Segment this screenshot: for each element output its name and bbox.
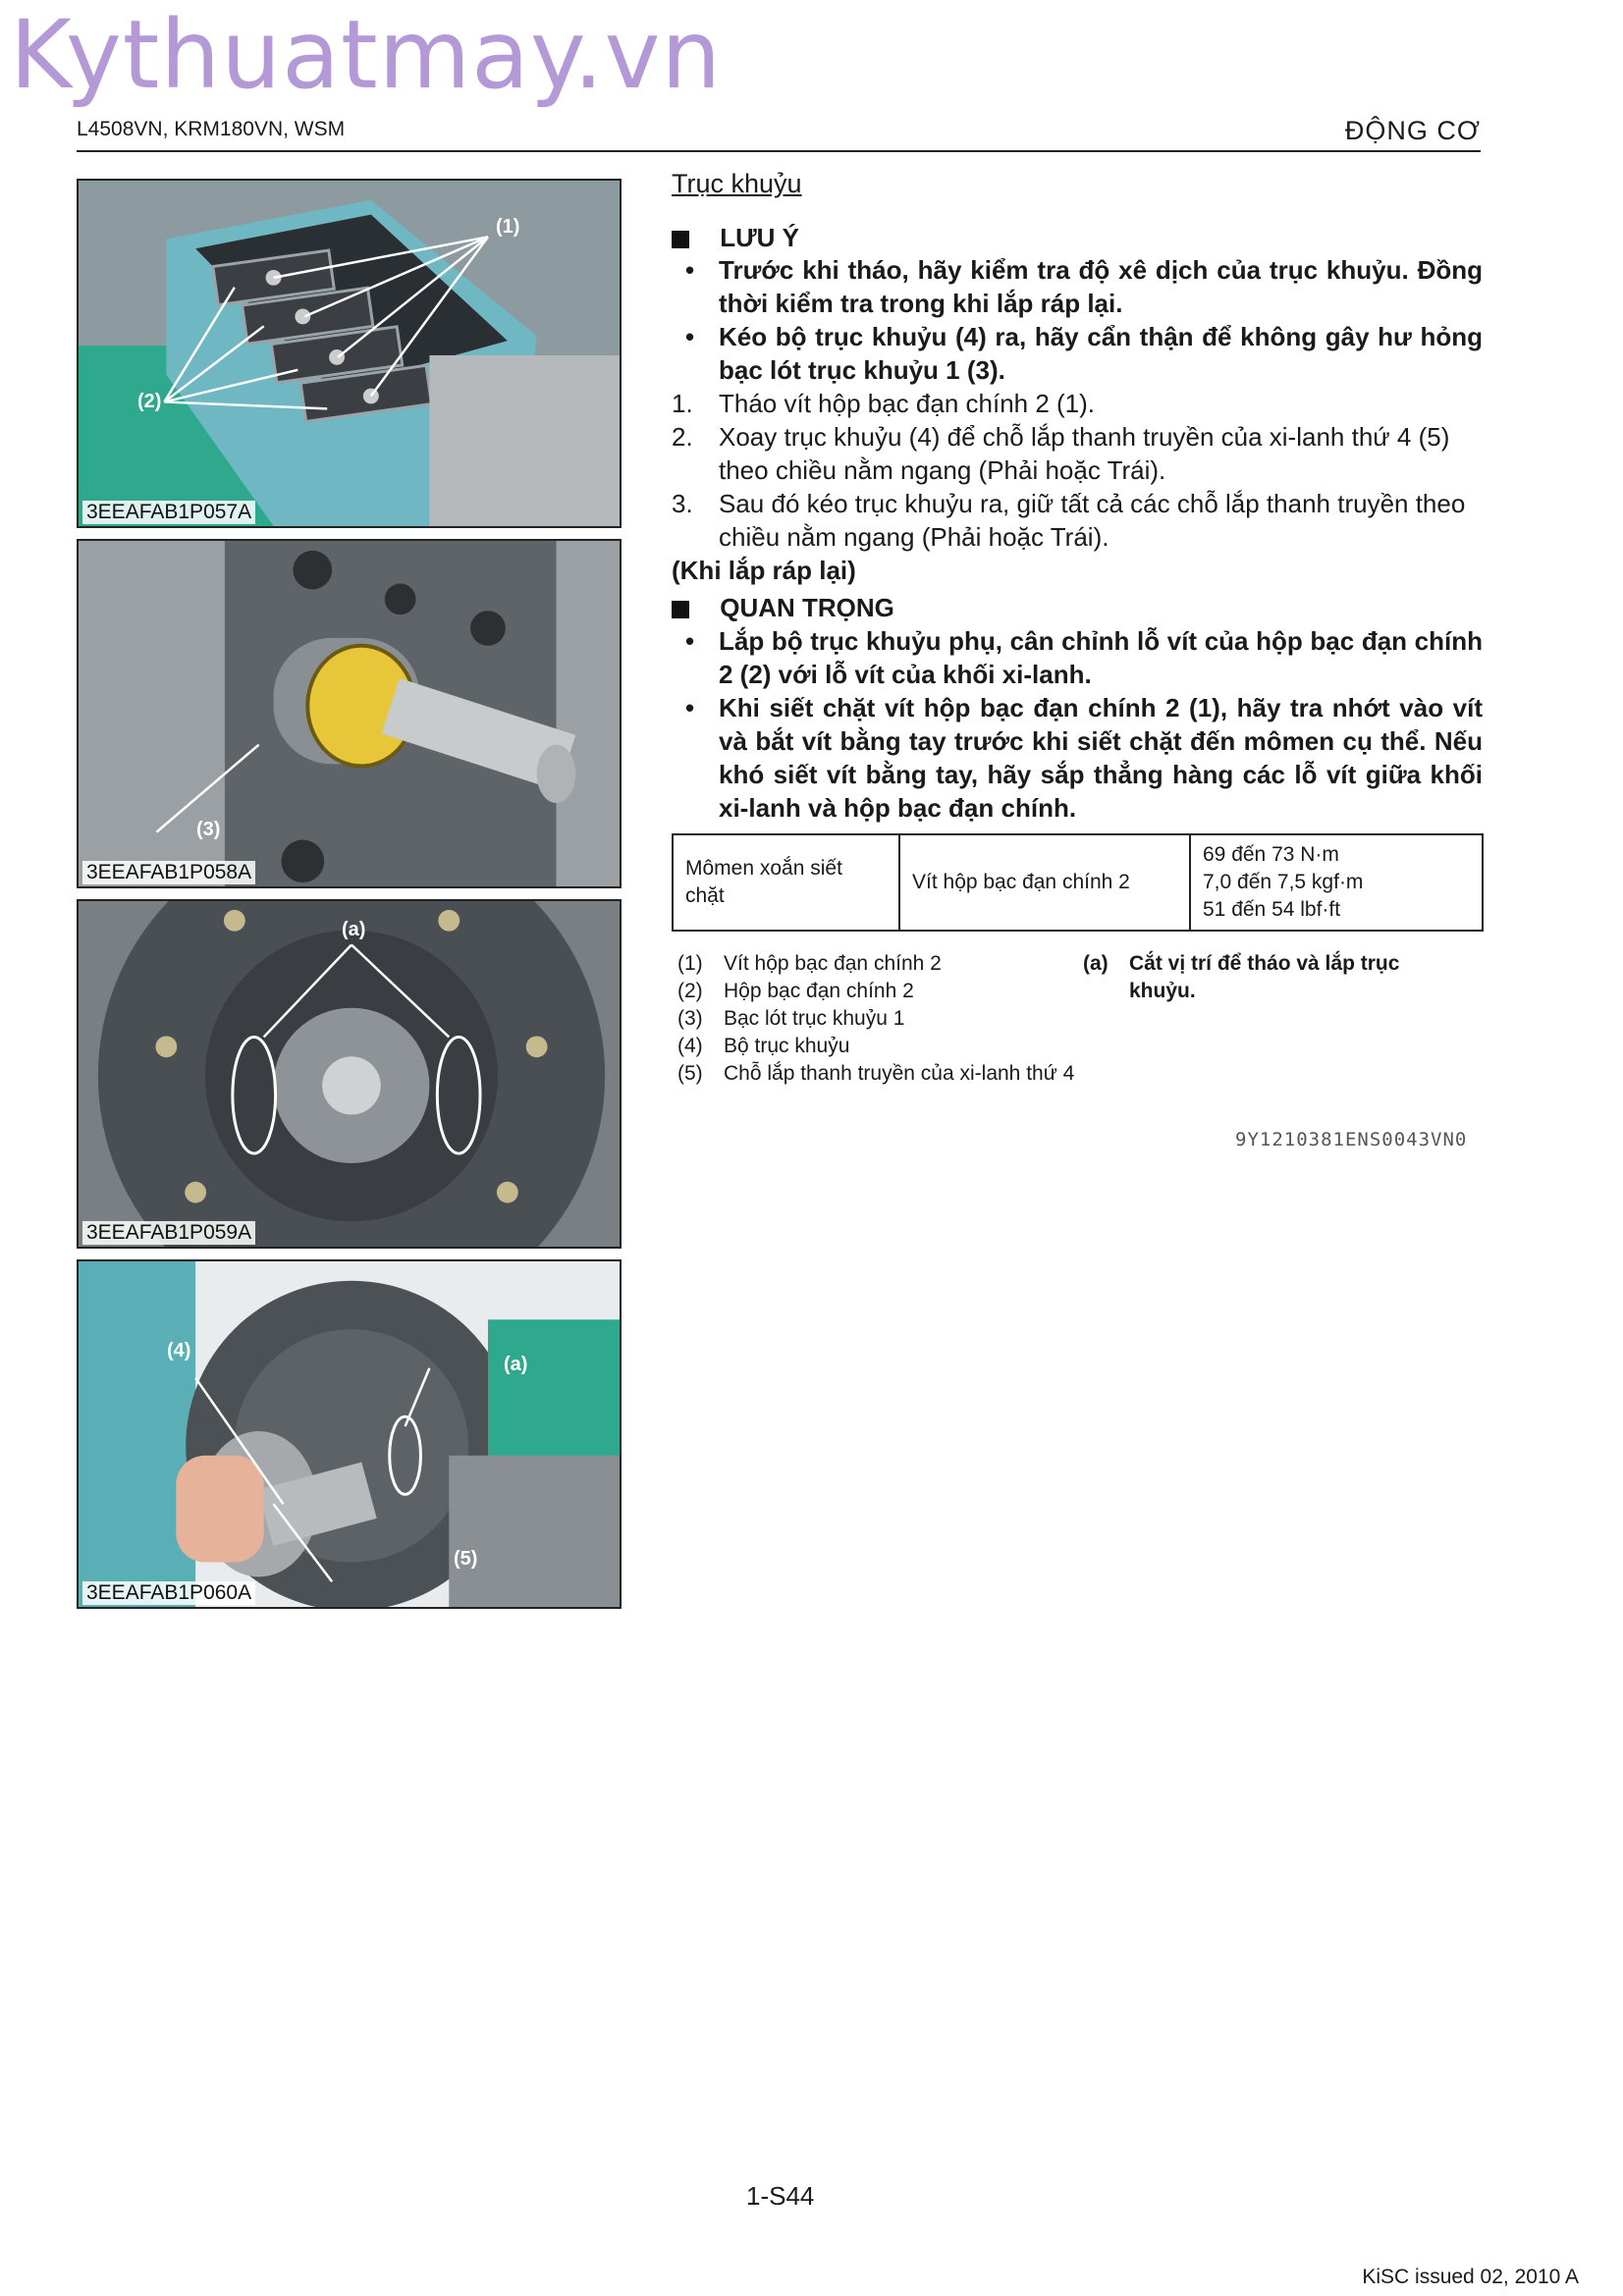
legend-key: (5): [677, 1062, 703, 1085]
spec-label-cell: Mômen xoắn siết chặt: [673, 834, 899, 931]
callout-5: (5): [454, 1548, 478, 1570]
legend-key: (1): [677, 952, 703, 975]
photo-caption: 3EEAFAB1P058A: [82, 861, 255, 884]
note-heading: LƯU Ý: [672, 221, 799, 254]
step-text: Tháo vít hộp bạc đạn chính 2 (1).: [719, 389, 1096, 418]
note-bullet-1: Trước khi tháo, hãy kiểm tra độ xê dịch của trục khuỷu. Đồng thời kiểm tra trong khi lắp ráp lại.: [719, 255, 1483, 318]
note-bullet-2: Kéo bộ trục khuỷu (4) ra, hãy cẩn thận để không gây hư hỏng bạc lót trục khuỷu 1 (3).: [719, 322, 1483, 385]
callout-a: (a): [342, 919, 366, 940]
photo-crankshaft-sleeve: [77, 539, 622, 888]
important-heading: QUAN TRỌNG: [672, 591, 894, 624]
torque-spec-table: [672, 833, 1484, 932]
legend-text-a: Cắt vị trí để tháo và lắp trục khuỷu.: [1129, 952, 1400, 1002]
legend-text: Bộ trục khuỷu: [724, 1035, 850, 1057]
bullet-icon: •: [685, 322, 695, 351]
step-number: 1.: [672, 389, 693, 418]
step-text: Sau đó kéo trục khuỷu ra, giữ tất cả các chỗ lắp thanh truyền theo chiều nằm ngang (Phải hoặc Trái).: [719, 489, 1466, 552]
legend-text: Chỗ lắp thanh truyền của xi-lanh thứ 4: [724, 1062, 1075, 1085]
important-bullet-1: Lắp bộ trục khuỷu phụ, cân chỉnh lỗ vít của hộp bạc đạn chính 2 (2) với lỗ vít của khối xi-lanh.: [719, 626, 1483, 689]
step-number: 3.: [672, 489, 693, 518]
step-text: Xoay trục khuỷu (4) để chỗ lắp thanh truyền của xi-lanh thứ 4 (5) theo chiều nằm ngang (Phải hoặc Trái).: [719, 422, 1450, 485]
square-bullet-icon: [672, 601, 689, 618]
callout-1: (1): [496, 216, 520, 238]
photo-bearing-case-image: [79, 901, 620, 1247]
legend-key: (3): [677, 1007, 703, 1030]
page-number: 1-S44: [746, 2181, 815, 2211]
legend-key: (2): [677, 980, 703, 1002]
bullet-icon: •: [685, 255, 695, 285]
spec-values-cell: [1190, 834, 1483, 931]
bullet-icon: •: [685, 693, 695, 722]
spec-item-cell: Vít hộp bạc đạn chính 2: [899, 834, 1190, 931]
spec-value: 51 đến 54 lbf·ft: [1203, 898, 1341, 921]
callout-a: (a): [504, 1354, 528, 1375]
header-chapter-title: ĐỘNG CƠ: [1344, 116, 1481, 145]
footer-issue: KiSC issued 02, 2010 A: [1362, 2266, 1579, 2288]
photo-crankcase-top-image: [79, 181, 620, 526]
photo-caption: 3EEAFAB1P059A: [82, 1221, 255, 1245]
photo-caption: 3EEAFAB1P060A: [82, 1581, 255, 1605]
callout-3: (3): [196, 819, 221, 840]
photo-crankshaft-removal: [77, 1259, 622, 1609]
legend-text: Bạc lót trục khuỷu 1: [724, 1007, 905, 1030]
callout-4: (4): [167, 1340, 191, 1362]
square-bullet-icon: [672, 231, 689, 248]
photo-caption: 3EEAFAB1P057A: [82, 501, 255, 524]
reassembly-heading: (Khi lắp ráp lại): [672, 556, 856, 585]
step-number: 2.: [672, 422, 693, 452]
table-row: [673, 834, 1483, 931]
legend-key: (4): [677, 1035, 703, 1057]
photo-crankcase-top: [77, 179, 622, 528]
header-manual-title: L4508VN, KRM180VN, WSM: [77, 118, 346, 140]
photo-crankshaft-removal-image: [79, 1261, 620, 1607]
document-id: 9Y1210381ENS0043VN0: [1235, 1129, 1468, 1150]
legend-text: Hộp bạc đạn chính 2: [724, 980, 914, 1002]
spec-value: 69 đến 73 N·m: [1203, 843, 1339, 866]
legend-text: Vít hộp bạc đạn chính 2: [724, 952, 942, 975]
spec-value: 7,0 đến 7,5 kgf·m: [1203, 871, 1364, 893]
legend-key-a: (a): [1083, 952, 1109, 975]
section-title: Trục khuỷu: [672, 169, 802, 198]
photo-bearing-case: [77, 899, 622, 1249]
header-divider: [77, 150, 1481, 152]
important-bullet-2: Khi siết chặt vít hộp bạc đạn chính 2 (1), hãy tra nhớt vào vít và bắt vít bằng tay trước khi siết chặt đến mômen cụ thể. Nếu khó siết vít bằng tay, hãy sắp thẳng hàng các lỗ vít giữa khối xi-lanh và hộp bạc đạn chính.: [719, 693, 1483, 823]
photo-crankshaft-sleeve-image: [79, 541, 620, 886]
watermark: Kythuatmay.vn: [10, 0, 723, 110]
bullet-icon: •: [685, 626, 695, 656]
callout-2: (2): [137, 391, 162, 412]
